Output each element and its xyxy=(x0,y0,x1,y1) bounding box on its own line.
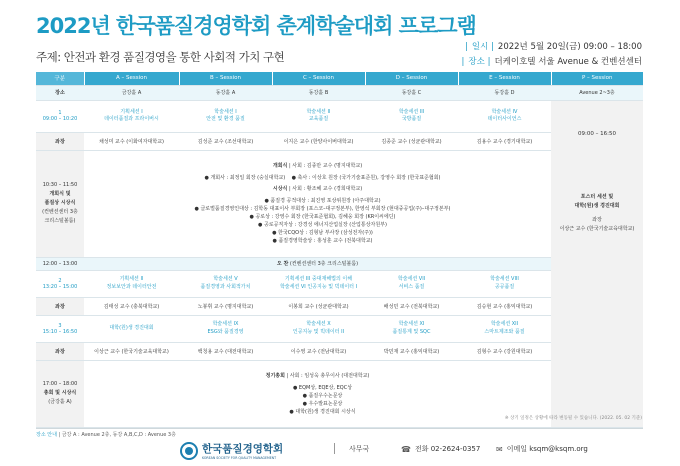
bullet-icon: ● xyxy=(264,198,271,204)
lunch-time: 12:00 – 13:00 xyxy=(36,257,84,270)
chair-cell: 김형수 교수 (강원대학교) xyxy=(458,342,551,360)
closing-item: 품질우수논문상 xyxy=(308,392,343,399)
award-item: 한국CQO상 : 김형남 부사장 (삼성전자(주)) xyxy=(278,230,373,236)
org-name: 한국품질경영학회 xyxy=(202,443,284,455)
bullet-icon: ● xyxy=(291,175,298,181)
opening-title: 개회식 xyxy=(272,163,288,169)
award-item: 공로상 : 강영수 회장 (한국표준협회), 김혜웅 회장 (KR이씨에딘) xyxy=(255,214,396,220)
bullet-icon: ● xyxy=(302,392,309,399)
award-item: 공로공직자상 : 강경성 에너지산업실장 (산업통상자원부) xyxy=(263,222,387,228)
time-cell xyxy=(36,315,84,342)
table-header-row xyxy=(36,72,643,85)
header-cell: D – Session xyxy=(365,72,458,85)
award-item: 품질경영학술상 : 홍성훈 교수 (전북대학교) xyxy=(278,238,373,244)
session-cell: 학술세션 IV 데이터사이언스 xyxy=(458,100,551,132)
award-mc: 사회 : 황조혜 교수 (경희대학교) xyxy=(292,186,363,192)
chair-cell: 김성준 교수 (조선대학교) xyxy=(179,132,272,150)
session-cell: 기획세션 III 중대재해법의 이해 학술세션 VI 인공지능 및 빅데이터 I xyxy=(272,270,365,297)
place-info: | 장소 | 더케이호텔 서울 Avenue & 컨벤션센터 xyxy=(461,57,642,67)
session-cell: 학술세션 VII 서비스 품질 xyxy=(365,270,458,297)
org-text xyxy=(202,441,283,460)
session-cell: 학술세션 VIII 공공품질 xyxy=(458,270,551,297)
bullet-icon: ● xyxy=(302,400,309,407)
poster-chair: 이상근 교수 (한국기술교육대학교) xyxy=(559,226,635,232)
poster-title-block xyxy=(553,137,641,212)
header-cell: E – Session xyxy=(458,72,551,85)
venue-cell: 금강홀 A xyxy=(84,85,179,100)
place-label: 장소 xyxy=(468,57,485,67)
closing-title: 정기총회 xyxy=(265,372,285,379)
plenary-label4: 크리스털볼룸) xyxy=(44,218,76,224)
lunch-label: 오 찬 xyxy=(276,261,289,267)
program-table xyxy=(36,72,643,428)
poster-session-cell xyxy=(551,100,643,427)
poster-title-line1: 포스터 세션 및 xyxy=(580,193,614,200)
session-cell: 기획세션 I 데이터품질과 프라이버시 xyxy=(84,100,179,132)
plenary-label2: 품질상 시상식 xyxy=(44,200,76,206)
closing-content xyxy=(84,360,551,427)
session-cell: 학술세션 XI 품질통계 및 SQC xyxy=(365,315,458,342)
closing-label2: (금강홀 A) xyxy=(48,399,72,405)
bullet-icon: ● xyxy=(272,230,279,236)
closing-item: 대학(원)생 경진대회 시상식 xyxy=(295,408,356,415)
phone-contact xyxy=(401,444,480,454)
chair-cell: 백청용 교수 (대전대학교) xyxy=(179,342,272,360)
footer-divider xyxy=(36,428,643,429)
chair-cell: 배성민 교수 (전북대학교) xyxy=(365,297,458,315)
session-cell: 학술세션 IX ESG와 품질경영 xyxy=(179,315,272,342)
chair-cell: 김승현 교수 (홍익대학교) xyxy=(458,297,551,315)
time-range: 09:00 – 10:20 xyxy=(42,116,78,122)
header-cell: C – Session xyxy=(272,72,365,85)
opening-mc: 사회 : 김종만 교수 (명지대학교) xyxy=(292,163,363,169)
time-cell xyxy=(36,100,84,132)
schedule-note: ※ 상기 일정은 상황에 따라 변동될 수 있습니다. (2022. 05. 02 기준) xyxy=(504,416,642,421)
plenary-content xyxy=(84,150,551,257)
footer-separator xyxy=(334,443,335,454)
chair-label: 좌장 xyxy=(36,342,84,360)
closing-label-cell xyxy=(36,360,84,427)
closing-block: 정기총회 | 사회 : 임성욱 총무이사 (대전대학교) ● EQM상, EQE상, EQC상 ● 품질우수논문상 ● 우수발표논문상 ● 대학(원)생 경진대회 시상식 xyxy=(265,372,370,415)
venue-cell: 동강홀 C xyxy=(365,85,458,100)
lunch-note: (컨벤션센터 3층 크리스털볼룸) xyxy=(289,261,359,267)
venue-cell: 동강홀 A xyxy=(179,85,272,100)
session-cell: 학술세션 X 인공지능 및 빅데이터 II xyxy=(272,315,365,342)
closing-mc: 사회 : 임성욱 총무이사 (대전대학교) xyxy=(289,372,370,379)
bullet-icon: ● xyxy=(272,238,279,244)
session-cell: 학술세션 II 교육품질 xyxy=(272,100,365,132)
poster-title-line2: 대학(원)생 경진대회 xyxy=(574,203,620,209)
poster-chair-block xyxy=(553,212,641,235)
chair-cell: 김종준 교수 (성균관대학교) xyxy=(365,132,458,150)
chair-cell: 이지은 교수 (한양사이버대학교) xyxy=(272,132,365,150)
chair-cell: 노봉휘 교수 (명지대학교) xyxy=(179,297,272,315)
chair-cell: 이봉희 교수 (성균관대학교) xyxy=(272,297,365,315)
closing-item: 우수발표논문상 xyxy=(308,400,343,407)
closing-label1: 총회 및 시상식 xyxy=(43,390,77,396)
opening-item: 개회사 : 최정일 회장 (숭실대학교) xyxy=(210,175,286,181)
date-info: | 일시 | 2022년 5월 20일(금) 09:00 – 18:00 xyxy=(465,42,642,52)
venue-cell: 동강홀 B xyxy=(272,85,365,100)
phone-text: 전화 02-2624-0357 xyxy=(414,445,481,453)
venue-label: 장소 xyxy=(36,85,84,100)
chair-cell: 박민재 교수 (홍익대학교) xyxy=(365,342,458,360)
opening-item: 축사 : 이상호 원장 (국가기술표준원), 강영수 회장 (한국표준협회) xyxy=(297,175,441,181)
time-range: 15:10 – 16:50 xyxy=(42,328,78,335)
chair-label: 좌장 xyxy=(36,297,84,315)
bullet-icon: ● xyxy=(292,384,299,391)
bullet-icon: ● xyxy=(194,206,201,212)
time-range: 13:20 – 15:00 xyxy=(42,283,78,290)
time-num: 3 xyxy=(58,322,62,329)
date-value: 2022년 5월 20일(금) 09:00 – 18:00 xyxy=(497,42,642,52)
bullet-icon: ● xyxy=(289,408,296,415)
footer-place: 장소 안내 | 금강 A : Avenue 2층, 동강 A,B,C,D : Avenue 3층 xyxy=(36,432,176,438)
bullet-icon: ● xyxy=(204,175,211,181)
plenary-label-cell xyxy=(36,150,84,257)
office-label: 사무국 xyxy=(349,445,370,453)
chair-cell: 김용수 교수 (경기대학교) xyxy=(458,132,551,150)
date-label: 일시 xyxy=(471,42,489,52)
venue-cell: Avenue 2~3층 xyxy=(551,85,643,100)
mail-icon: ✉ xyxy=(496,444,503,454)
header-cell: 구분 xyxy=(36,72,84,85)
org-logo xyxy=(180,441,283,460)
header-cell: P – Session xyxy=(551,72,643,85)
phone-icon: ☎ xyxy=(401,444,411,454)
session-cell: 학술세션 V 품질경영과 사회적가치 xyxy=(179,270,272,297)
chair-label: 좌장 xyxy=(36,132,84,150)
session-cell: 학술세션 XII 스마트제조와 품질 xyxy=(458,315,551,342)
chair-cell: 채성미 교수 (이화여자대학교) xyxy=(84,132,179,150)
award-item: 글로벌품질경영인대상 : 김학동 대표이사 부회장 (포스코–대구정본부), 한영석 부회장 (현대중공업(주)–대구정본부) xyxy=(200,206,451,212)
email-text: 이메일 ksqm@ksqm.org xyxy=(506,445,588,453)
poster-time: 09:00 – 16:50 xyxy=(578,130,616,137)
venue-row xyxy=(36,85,643,100)
bullet-icon: ● xyxy=(249,214,256,220)
session1-row xyxy=(36,100,643,132)
time-num: 2 xyxy=(58,277,62,284)
session-cell: 대학(원)생 경진대회 xyxy=(84,315,179,342)
bullet-icon: ● xyxy=(258,222,264,228)
opening-block: 개회식 | 사회 : 김종만 교수 (명지대학교) ● 개회사 : 최정일 회장 (숭실대학교) ● 축사 : 이상호 원장 (국가기술표준원), 강영수 회장 (한국표준협회) xyxy=(204,163,441,181)
lunch-cell xyxy=(84,257,551,270)
award-item: 품질경 공적대상 : 최진영 포상위원장 (아주대학교) xyxy=(270,198,381,204)
page-title: 2022년 한국품질경영학회 춘계학술대회 프로그램 xyxy=(36,14,476,38)
plenary-time: 10:30 – 11:50 xyxy=(42,182,78,188)
chair-cell: 이상근 교수 (한국기술교육대학교) xyxy=(84,342,179,360)
place-value: 더케이호텔 서울 Avenue & 컨벤션센터 xyxy=(494,57,642,67)
header-cell: B – Session xyxy=(179,72,272,85)
chair-cell: 이수영 교수 (전남대학교) xyxy=(272,342,365,360)
plenary-label3: (컨벤션센터 3층 xyxy=(42,209,78,215)
plenary-label1: 개회식 및 xyxy=(49,191,71,197)
time-cell xyxy=(36,270,84,297)
email-contact xyxy=(496,444,588,454)
session-cell: 학술세션 III 국방품질 xyxy=(365,100,458,132)
org-english-name: KOREAN SOCIETY FOR QUALITY MANAGEMENT xyxy=(202,456,277,460)
logo-icon xyxy=(180,442,198,460)
time-num: 1 xyxy=(58,110,62,116)
award-title: 시상식 xyxy=(272,186,288,192)
session-cell: 학술세션 I 안전 및 환경 품질 xyxy=(179,100,272,132)
award-block: 시상식 | 사회 : 황조혜 교수 (경희대학교) ● 품질경 공적대상 : 최진영 포상위원장 (아주대학교) ● 글로벌품질경영인대상 : 김학동 대표이사 부회장 (포스코–대구정본부), 한영석 부회장 (현대중공업(주)–대구정본부) ● 공로상 : 강영수 회장 (한국표준협회), 김혜웅 회장 (KR이씨에딘) ● 공로공직자상 : 강경성 에너지산업실장 (산업통상자원부) ● 한국CQO상 : 김형남 부사장 (삼성전자(주)) ● 품질경영학술상 : 홍성훈 교수 (전북대학교) xyxy=(194,186,451,244)
session-cell: 기획세션 II 정보보안과 데이터안전 xyxy=(84,270,179,297)
header-cell: A – Session xyxy=(84,72,179,85)
poster-chair-label: 좌장 xyxy=(592,216,602,223)
chair-cell: 김태성 교수 (충북대학교) xyxy=(84,297,179,315)
closing-time: 17:00 – 18:00 xyxy=(42,381,78,387)
footer-place-label: 장소 안내 xyxy=(36,432,57,438)
closing-item: EQM상, EQE상, EQC상 xyxy=(298,384,353,391)
venue-cell: 동강홀 D xyxy=(458,85,551,100)
page-subtitle: 주제: 안전과 환경 품질경영을 통한 사회적 가치 구현 xyxy=(36,50,285,64)
footer-place-text: 금강 A : Avenue 2층, 동강 A,B,C,D : Avenue 3층 xyxy=(61,432,176,438)
